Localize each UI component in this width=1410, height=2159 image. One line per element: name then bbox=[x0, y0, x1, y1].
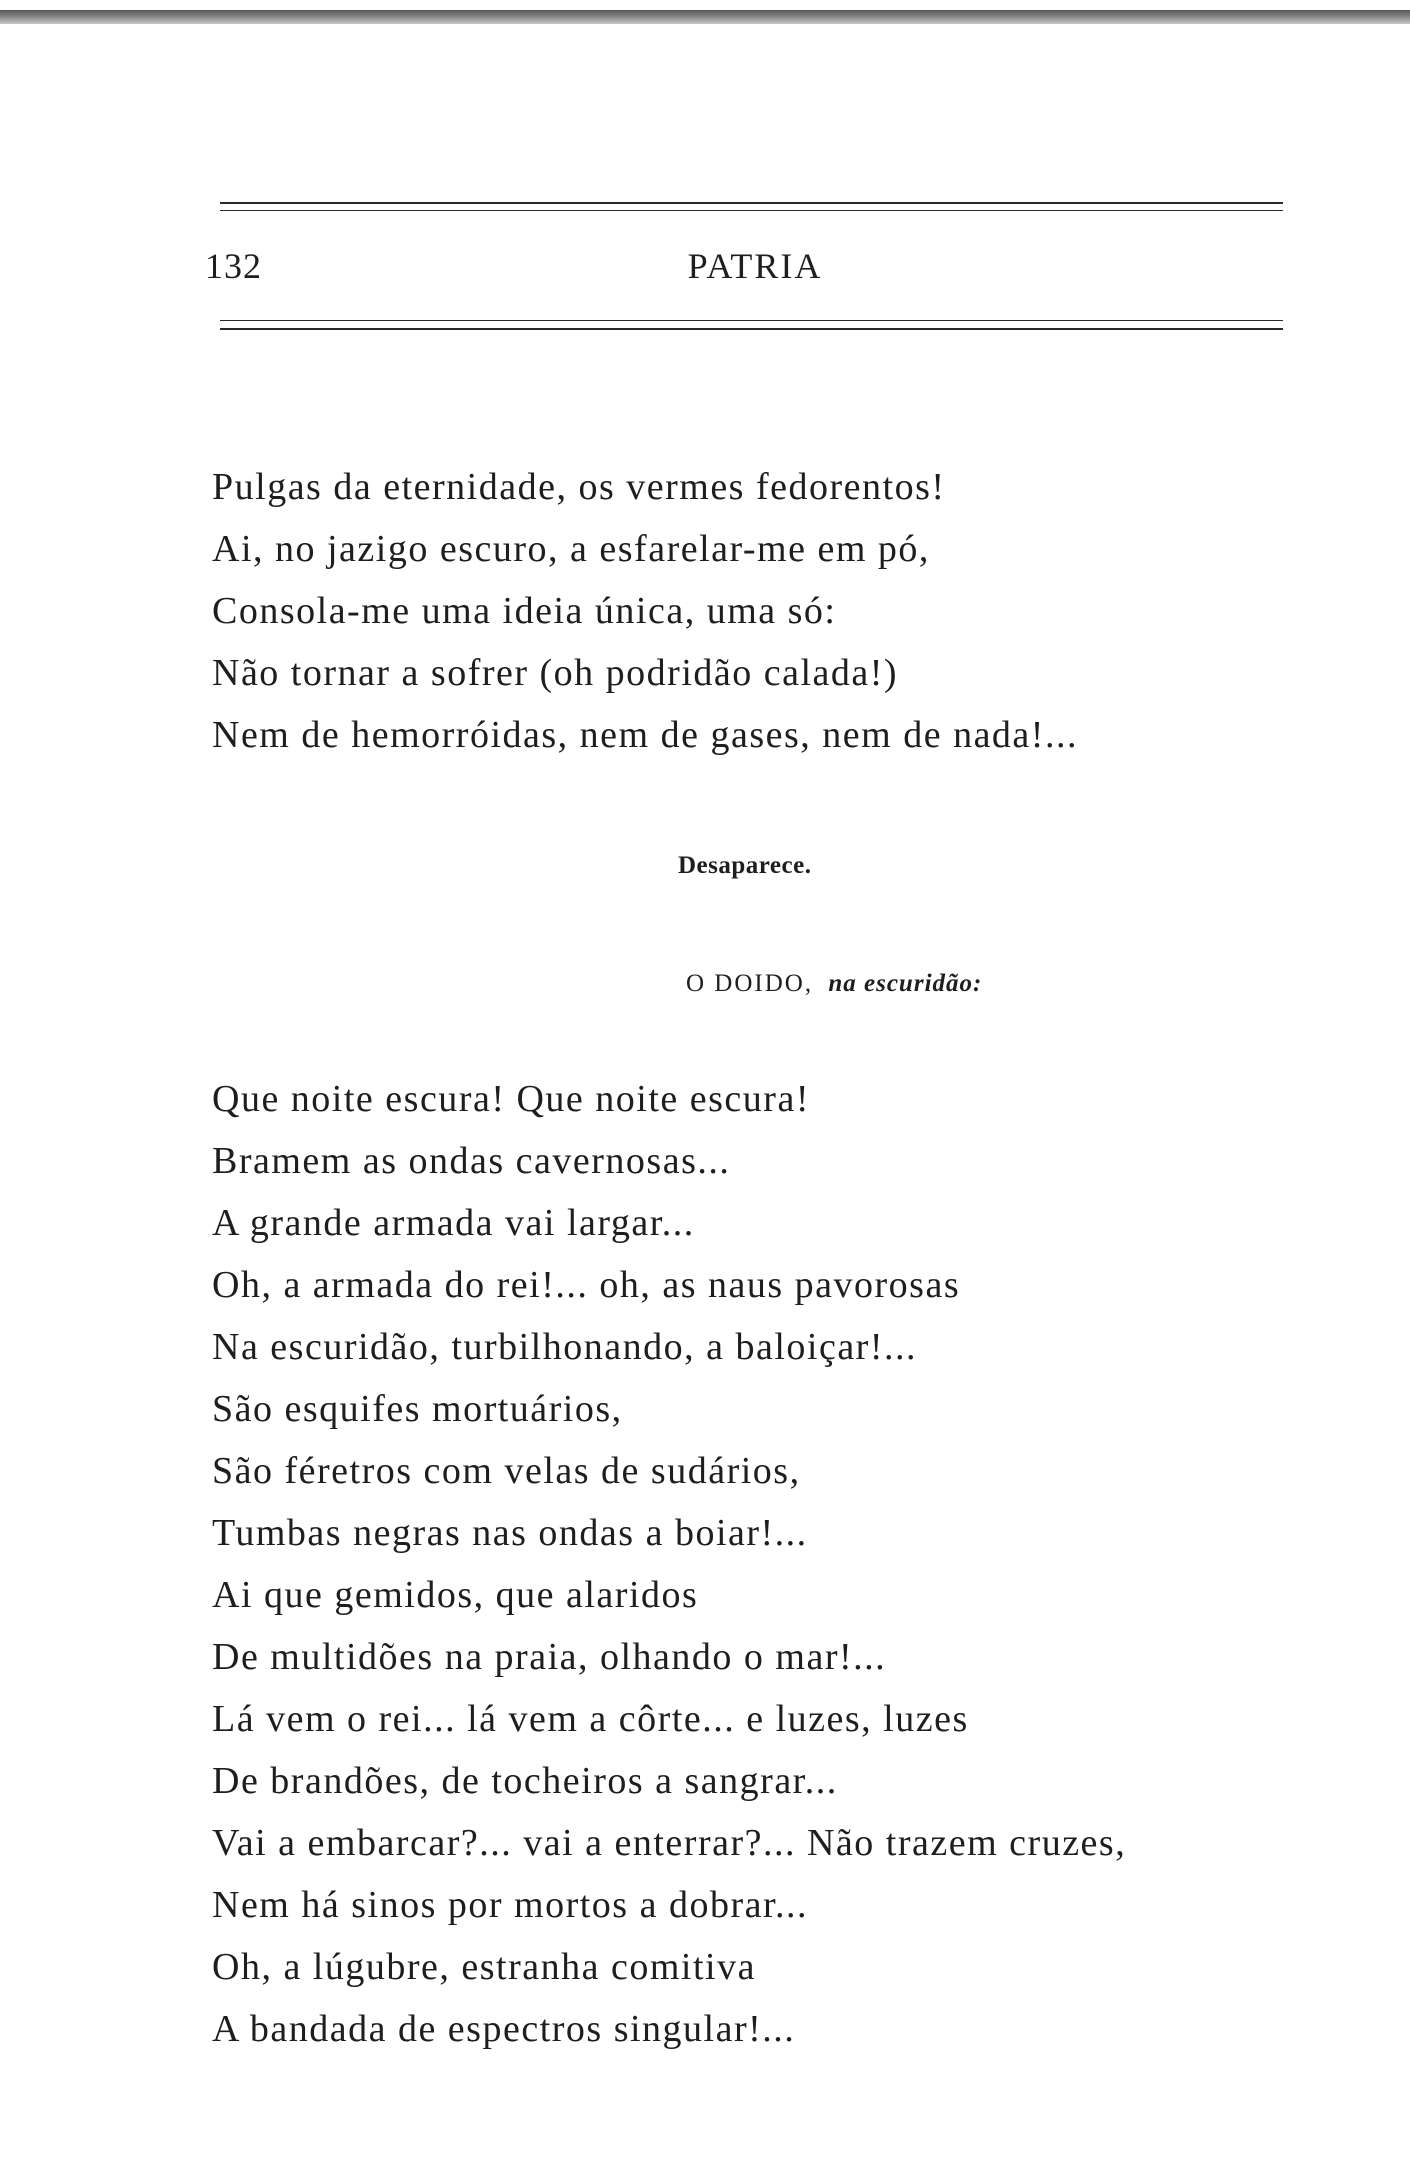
verse-line: Na escuridão, turbilhonando, a baloiçar!... bbox=[212, 1326, 917, 1368]
speaker-heading bbox=[686, 970, 982, 998]
header-rule-bottom-thin bbox=[220, 320, 1283, 321]
page-number: 132 bbox=[205, 246, 262, 286]
header-rule-top bbox=[220, 202, 1283, 204]
verse-line: A bandada de espectros singular!... bbox=[212, 2008, 796, 2050]
speaker-name: O DOIDO, bbox=[686, 970, 814, 997]
verse-line: Lá vem o rei... lá vem a côrte... e luzes, luzes bbox=[212, 1698, 969, 1740]
verse-line: Nem de hemorróidas, nem de gases, nem de nada!... bbox=[212, 714, 1078, 756]
verse-block-1 bbox=[212, 456, 1078, 766]
verse-line: Ai que gemidos, que alaridos bbox=[212, 1574, 699, 1616]
verse-line: Tumbas negras nas ondas a boiar!... bbox=[212, 1512, 808, 1554]
verse-block-2 bbox=[212, 1068, 1126, 2060]
header-rule-top-thin bbox=[220, 210, 1283, 211]
scanned-page-top-edge bbox=[0, 10, 1410, 24]
verse-line: Consola-me uma ideia única, uma só: bbox=[212, 590, 837, 632]
verse-line: Não tornar a sofrer (oh podridão calada!) bbox=[212, 652, 899, 694]
speaker-note: na escuridão: bbox=[828, 970, 983, 997]
verse-line: Nem há sinos por mortos a dobrar... bbox=[212, 1884, 809, 1926]
verse-line: De multidões na praia, olhando o mar!... bbox=[212, 1636, 887, 1678]
running-title: PATRIA bbox=[687, 246, 823, 286]
verse-line: São esquifes mortuários, bbox=[212, 1388, 623, 1430]
verse-line: Pulgas da eternidade, os vermes fedorentos! bbox=[212, 466, 946, 508]
verse-line: A grande armada vai largar... bbox=[212, 1202, 695, 1244]
verse-line: Oh, a lúgubre, estranha comitiva bbox=[212, 1946, 756, 1988]
header-rule-bottom bbox=[220, 328, 1283, 330]
verse-line: Oh, a armada do rei!... oh, as naus pavorosas bbox=[212, 1264, 961, 1306]
stage-direction: Desaparece. bbox=[678, 852, 812, 879]
verse-line: São féretros com velas de sudários, bbox=[212, 1450, 801, 1492]
verse-line: Vai a embarcar?... vai a enterrar?... Não trazem cruzes, bbox=[212, 1822, 1127, 1864]
verse-line: Ai, no jazigo escuro, a esfarelar-me em pó, bbox=[212, 528, 930, 570]
verse-line: Bramem as ondas cavernosas... bbox=[212, 1140, 731, 1182]
verse-line: Que noite escura! Que noite escura! bbox=[212, 1078, 810, 1120]
verse-line: De brandões, de tocheiros a sangrar... bbox=[212, 1760, 838, 1802]
